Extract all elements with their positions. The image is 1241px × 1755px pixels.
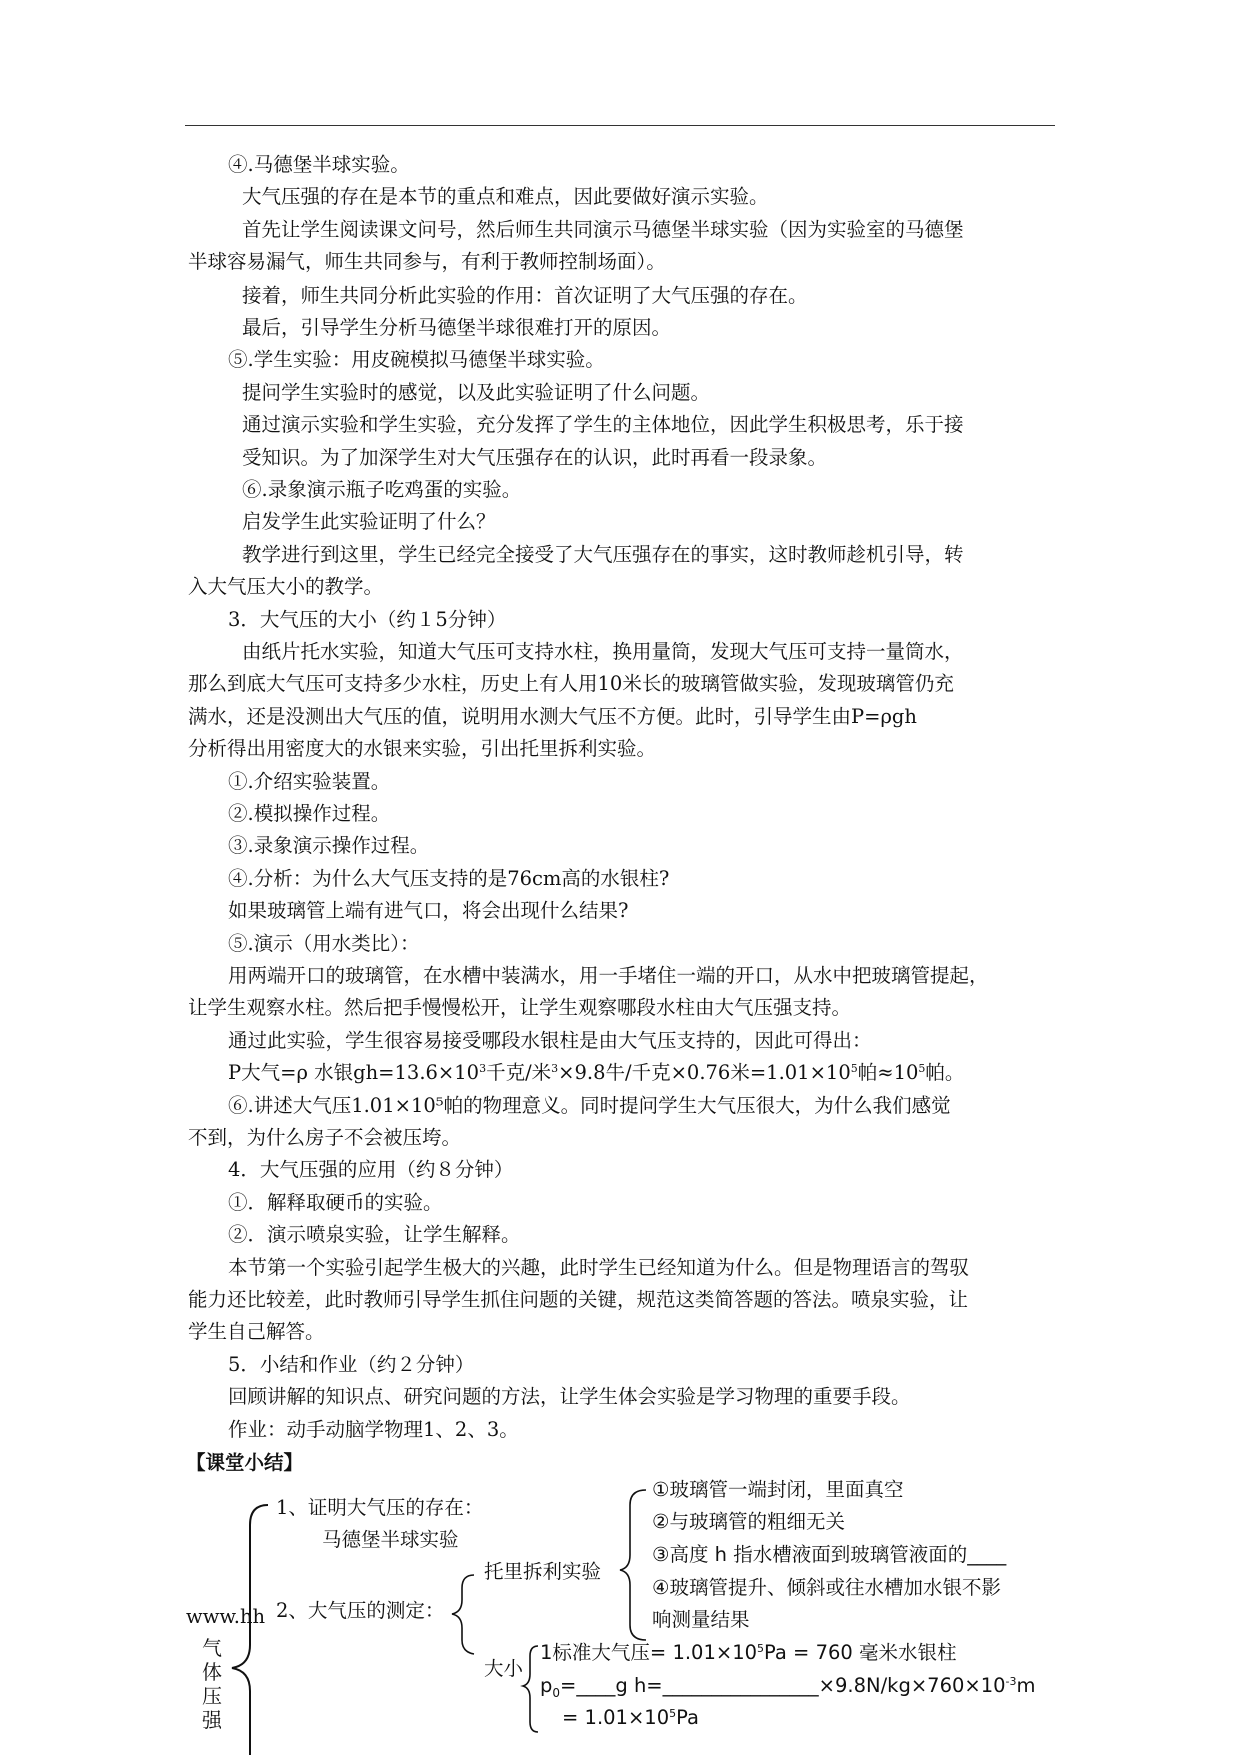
text-line: 那么到底大气压可支持多少水柱，历史上有人用10米长的玻璃管做实验，发现玻璃管仍充 xyxy=(188,672,954,695)
text-line: 提问学生实验时的感觉，以及此实验证明了什么问题。 xyxy=(242,381,711,404)
text-line: 教学进行到这里，学生已经完全接受了大气压强存在的事实，这时教师趁机引导，转 xyxy=(242,543,964,566)
formula-part: P大气=ρ 水银gh=13.6×10 xyxy=(228,1061,480,1084)
root-label-char: 压 xyxy=(202,1684,222,1708)
text-line: 半球容易漏气，师生共同参与，有利于教师控制场面）。 xyxy=(188,250,666,273)
formula-part: ×9.8牛/千克×0.76米=1.01×10 xyxy=(558,1061,851,1084)
text-line: 让学生观察水柱。然后把手慢慢松开，让学生观察哪段水柱由大气压强支持。 xyxy=(188,996,852,1019)
text-line: 受知识。为了加深学生对大气压强存在的认识，此时再看一段录象。 xyxy=(242,446,828,469)
size-line xyxy=(540,1641,957,1665)
formula-exp: 5 xyxy=(850,1062,858,1075)
formula-exp: 3 xyxy=(479,1062,487,1075)
size-line xyxy=(540,1674,1036,1705)
text-line: 通过此实验，学生很容易接受哪段水银柱是由大气压支持的，因此可得出： xyxy=(228,1029,872,1052)
text-line: ②．演示喷泉实验，让学生解释。 xyxy=(228,1223,521,1246)
formula-part: 帕≈10 xyxy=(857,1061,919,1084)
section-heading: 3．大气压的大小（约１5分钟） xyxy=(228,608,507,631)
summary-item: 2、大气压的测定： xyxy=(276,1599,445,1622)
text-line: 由纸片托水实验，知道大气压可支持水柱，换用量筒，发现大气压可支持一量筒水， xyxy=(242,640,964,663)
text-line: ⑥.讲述大气压1.01×10⁵帕的物理意义。同时提问学生大气压很大，为什么我们感觉 xyxy=(228,1094,951,1117)
size-part: = 1.01×10 xyxy=(562,1706,670,1729)
text-line: 通过演示实验和学生实验，充分发挥了学生的主体地位，因此学生积极思考，乐于接 xyxy=(242,413,964,436)
section-heading: 5．小结和作业（约２分钟） xyxy=(228,1353,475,1376)
torricelli-point: ②与玻璃管的粗细无关 xyxy=(652,1510,845,1533)
size-part: 1标准大气压= 1.01×10 xyxy=(540,1641,758,1664)
text-line: ⑤.演示（用水类比）： xyxy=(228,932,420,955)
text-line: 入大气压大小的教学。 xyxy=(188,575,384,598)
size-exp: -3 xyxy=(1005,1675,1017,1688)
root-label-char: 强 xyxy=(202,1708,222,1732)
size-part: Pa = 760 毫米水银柱 xyxy=(764,1641,957,1664)
text-line: ⑥.录象演示瓶子吃鸡蛋的实验。 xyxy=(242,478,522,501)
torricelli-point: 响测量结果 xyxy=(652,1608,750,1631)
summary-subitem: 马德堡半球实验 xyxy=(322,1528,459,1551)
size-part: =____g h=________________×9.8N/kg×760×10 xyxy=(560,1674,1006,1697)
torricelli-point: ④玻璃管提升、倾斜或往水槽加水银不影 xyxy=(652,1576,1001,1599)
summary-item: 1、证明大气压的存在： xyxy=(276,1496,484,1519)
text-line: ②.模拟操作过程。 xyxy=(228,802,391,825)
size-exp: 5 xyxy=(757,1642,765,1655)
text-line: 本节第一个实验引起学生极大的兴趣，此时学生已经知道为什么。但是物理语言的驾驭 xyxy=(228,1256,970,1279)
size-exp: 5 xyxy=(669,1707,677,1720)
formula-part: 千克/米 xyxy=(486,1061,552,1084)
text-line: 回顾讲解的知识点、研究问题的方法，让学生体会实验是学习物理的重要手段。 xyxy=(228,1385,911,1408)
text-line: 接着，师生共同分析此实验的作用：首次证明了大气压强的存在。 xyxy=(242,284,808,307)
torricelli-point: ①玻璃管一端封闭，里面真空 xyxy=(652,1478,904,1501)
summary-heading: 【课堂小结】 xyxy=(186,1451,304,1474)
size-sub: 0 xyxy=(552,1685,561,1700)
text-line: 启发学生此实验证明了什么？ xyxy=(242,510,496,533)
text-line: ③.录象演示操作过程。 xyxy=(228,834,430,857)
text-line: 首先让学生阅读课文问号，然后师生共同演示马德堡半球实验（因为实验室的马德堡 xyxy=(242,218,964,241)
section-heading: 4．大气压强的应用（约８分钟） xyxy=(228,1158,514,1181)
text-line: ①.介绍实验装置。 xyxy=(228,770,391,793)
text-line: ①．解释取硬币的实验。 xyxy=(228,1191,443,1214)
text-line: 如果玻璃管上端有进气口，将会出现什么结果? xyxy=(228,899,629,922)
text-line: 分析得出用密度大的水银来实验，引出托里拆利实验。 xyxy=(188,737,657,760)
summary-subitem: 托里拆利实验 xyxy=(484,1560,602,1583)
text-line: 最后，引导学生分析马德堡半球很难打开的原因。 xyxy=(242,316,672,339)
size-line xyxy=(562,1706,699,1730)
text-line: ④.分析：为什么大气压支持的是76cm高的水银柱? xyxy=(228,867,670,890)
size-part: m xyxy=(1016,1674,1036,1697)
torricelli-point: ③高度 h 指水槽液面到玻璃管液面的____ xyxy=(652,1543,1007,1566)
size-part: Pa xyxy=(676,1706,699,1729)
text-line: ⑤.学生实验：用皮碗模拟马德堡半球实验。 xyxy=(228,348,605,371)
text-line: 用两端开口的玻璃管，在水槽中装满水，用一手堵住一端的开口，从水中把玻璃管提起， xyxy=(228,964,989,987)
watermark: www.hh xyxy=(186,1605,266,1628)
formula-part: 帕。 xyxy=(925,1061,965,1084)
text-line: ④.马德堡半球实验。 xyxy=(228,153,410,176)
text-line: 满水，还是没测出大气压的值，说明用水测大气压不方便。此时，引导学生由P=ρgh xyxy=(188,705,917,728)
text-line: 不到，为什么房子不会被压垮。 xyxy=(188,1126,462,1149)
root-label-char: 气 xyxy=(202,1636,222,1660)
text-line: 作业：动手动脑学物理1、2、3。 xyxy=(228,1418,519,1441)
size-part: p xyxy=(540,1674,553,1697)
size-label: 大小 xyxy=(484,1657,524,1680)
text-line: 学生自己解答。 xyxy=(188,1320,325,1343)
text-line: 大气压强的存在是本节的重点和难点，因此要做好演示实验。 xyxy=(242,185,769,208)
formula-exp: 5 xyxy=(918,1062,926,1075)
root-label-char: 体 xyxy=(202,1660,222,1684)
formula-exp: 3 xyxy=(551,1062,559,1075)
text-line: 能力还比较差，此时教师引导学生抓住问题的关键，规范这类简答题的答法。喷泉实验，让 xyxy=(188,1288,969,1311)
